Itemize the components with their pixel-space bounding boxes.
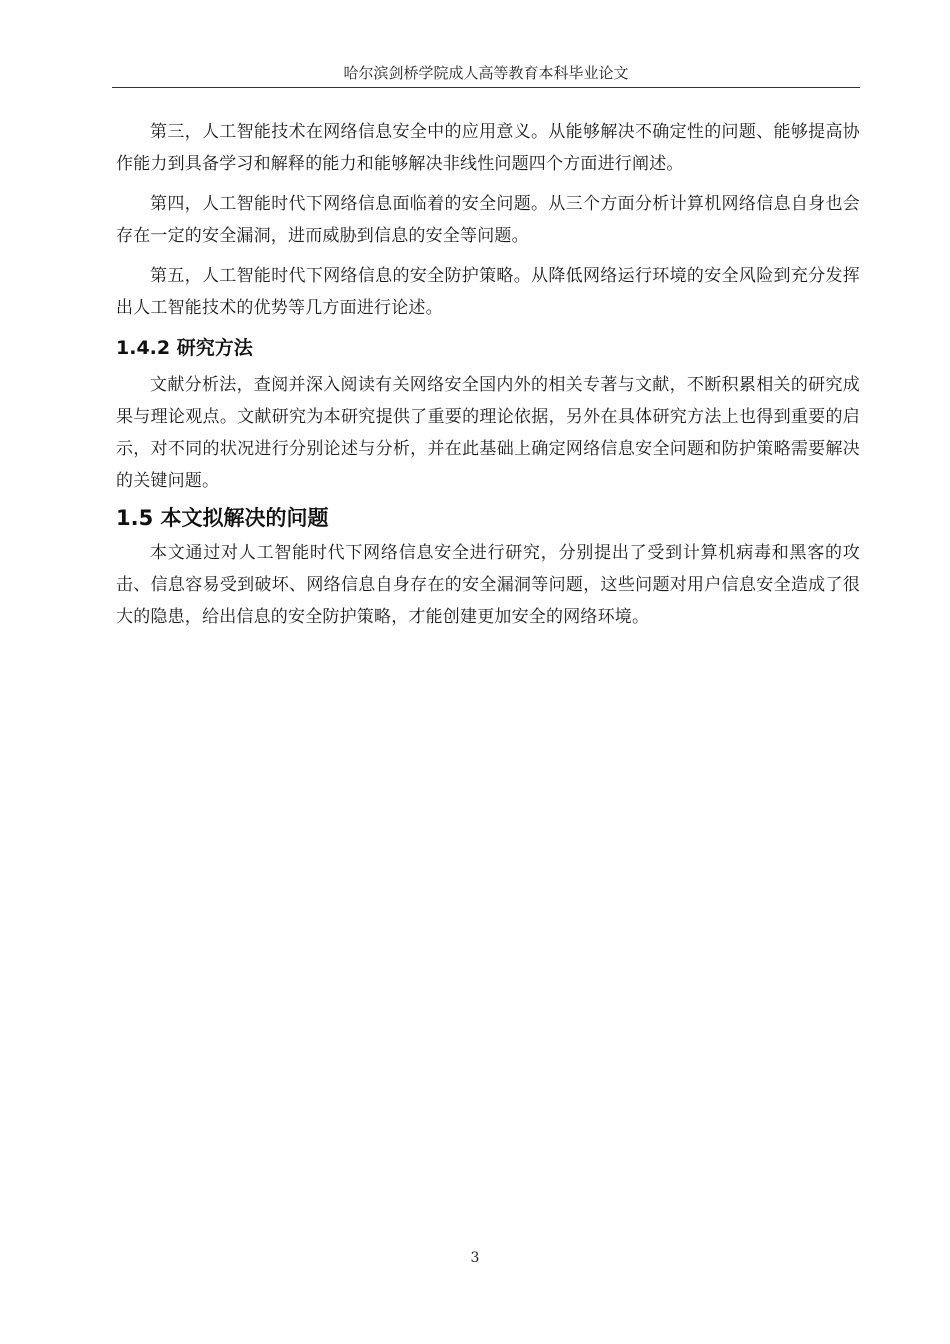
header-rule: [112, 87, 860, 88]
paragraph-problems-to-solve: 本文通过对人工智能时代下网络信息安全进行研究，分别提出了受到计算机病毒和黑客的攻击、信息容易受到破坏、网络信息自身存在的安全漏洞等问题，这些问题对用户信息安全造成了很大的隐患，给出信息的安全防护策略，才能创建更加安全的网络环境。: [116, 543, 860, 627]
section-heading-1-5: 1.5 本文拟解决的问题: [116, 506, 329, 530]
body-text: [116, 116, 860, 633]
paragraph-research-method: 文献分析法，查阅并深入阅读有关网络安全国内外的相关专著与文献，不断积累相关的研究成果与理论观点。文献研究为本研究提供了重要的理论依据，另外在具体研究方法上也得到重要的启示，对不同的状况进行分别论述与分析，并在此基础上确定网络信息安全问题和防护策略需要解决的关键问题。: [116, 375, 860, 491]
page-number: 3: [470, 1250, 480, 1266]
paragraph-fifth-point: 第五，人工智能时代下网络信息的安全防护策略。从降低网络运行环境的安全风险到充分发挥出人工智能技术的优势等几方面进行论述。: [116, 266, 860, 318]
paragraph-third-point: 第三，人工智能技术在网络信息安全中的应用意义。从能够解决不确定性的问题、能够提高协作能力到具备学习和解释的能力和能够解决非线性问题四个方面进行阐述。: [116, 122, 860, 174]
paragraph-fourth-point: 第四，人工智能时代下网络信息面临着的安全问题。从三个方面分析计算机网络信息自身也会存在一定的安全漏洞，进而威胁到信息的安全等问题。: [116, 194, 860, 246]
running-header: 哈尔滨剑桥学院成人高等教育本科毕业论文: [343, 64, 629, 82]
section-heading-1-4-2: 1.4.2 研究方法: [116, 337, 253, 359]
